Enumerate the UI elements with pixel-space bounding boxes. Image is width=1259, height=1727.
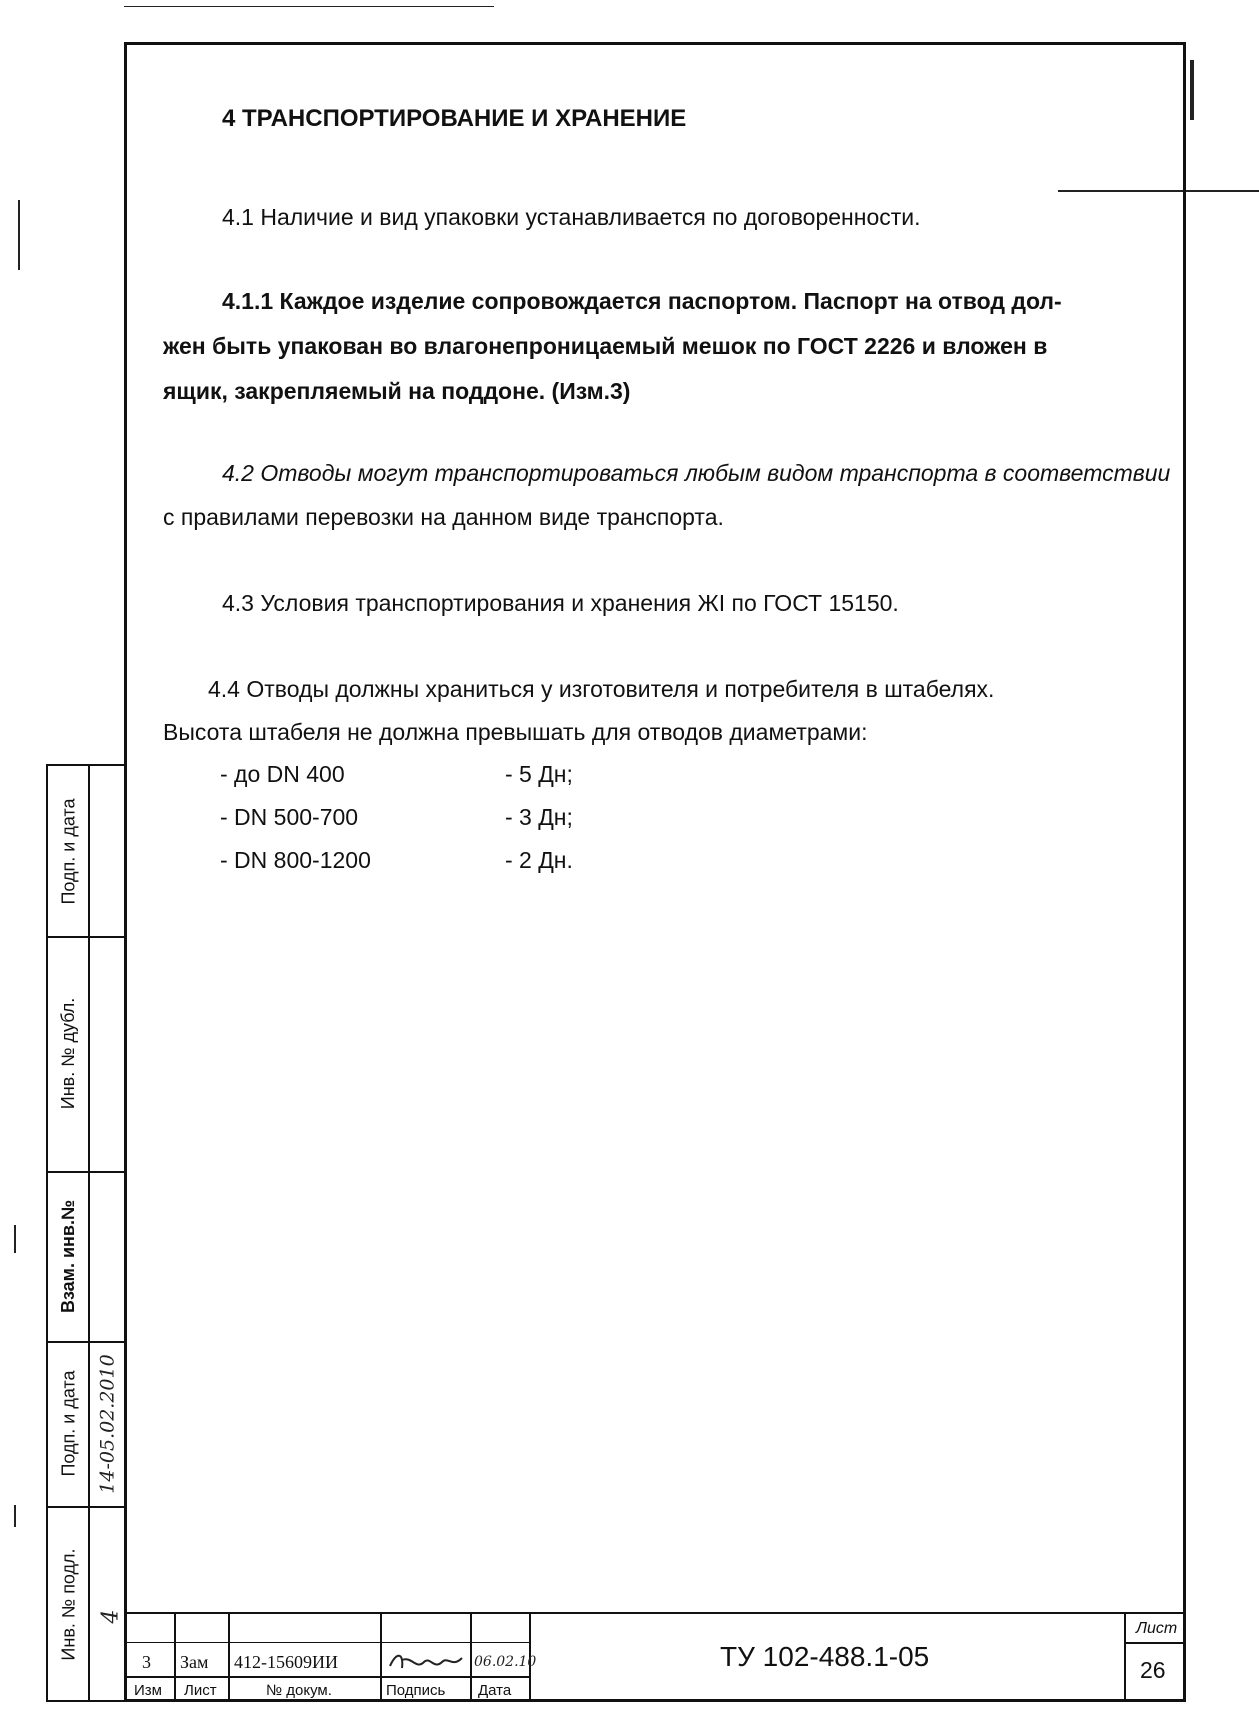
stack-limit-value: - 2 Дн. xyxy=(505,847,573,873)
paragraph-4-1: 4.1 Наличие и вид упаковки устанавливается по договоренности. xyxy=(222,204,921,230)
header-izm: Изм xyxy=(134,1682,162,1699)
scan-artifact-line xyxy=(14,1225,16,1253)
sidebar-label-sign-date-1: Подп. и дата xyxy=(58,797,79,905)
paragraph-4-2-line-2: с правилами перевозки на данном виде транспорта. xyxy=(163,504,724,530)
left-sidebar-table xyxy=(46,764,124,1702)
stack-limit-range: - DN 500-700 xyxy=(220,804,359,830)
sheet-label: Лист xyxy=(1136,1620,1178,1637)
stack-limit-range: - DN 800-1200 xyxy=(220,847,371,873)
stack-limit-value: - 3 Дн; xyxy=(505,804,573,830)
scan-artifact-line xyxy=(18,200,20,270)
sidebar-label-replace-inv: Взам. инв.№ xyxy=(58,1199,79,1313)
paragraph-4-4-line-2: Высота штабеля не должна превышать для отводов диаметрами: xyxy=(163,719,868,745)
handwritten-sign-date: 14-05.02.2010 xyxy=(97,1353,120,1494)
scan-artifact-line xyxy=(14,1505,16,1527)
header-doc: № докум. xyxy=(266,1682,332,1699)
revision-signature xyxy=(386,1648,466,1676)
paragraph-4-3: 4.3 Условия транспортирования и хранения ЖI по ГОСТ 15150. xyxy=(222,590,899,616)
handwritten-inv-number: 4 xyxy=(98,1609,124,1623)
paragraph-4-2-line-1: 4.2 Отводы могут транспортироваться любым видом транспорта в соответствии xyxy=(222,460,1171,486)
paragraph-4-4-line-1: 4.4 Отводы должны храниться у изготовителя и потребителя в штабелях. xyxy=(208,676,995,702)
revision-number: 3 xyxy=(142,1652,151,1672)
scan-artifact-line xyxy=(1190,60,1194,120)
revision-sheet: Зам xyxy=(180,1652,209,1672)
header-signature: Подпись xyxy=(386,1682,446,1699)
revision-document: 412-15609ИИ xyxy=(234,1652,338,1672)
header-date: Дата xyxy=(478,1682,512,1699)
sidebar-label-original-inv: Инв. № подл. xyxy=(58,1547,79,1661)
scan-artifact-line xyxy=(124,6,494,7)
stack-limit-value: - 5 Дн; xyxy=(505,761,573,787)
sheet-number: 26 xyxy=(1140,1657,1166,1683)
stack-limit-range: - до DN 400 xyxy=(220,761,345,787)
document-designation: ТУ 102-488.1-05 xyxy=(720,1641,930,1672)
revision-date: 06.02.10 xyxy=(474,1654,537,1670)
sidebar-label-duplicate-inv: Инв. № дубл. xyxy=(58,997,79,1110)
header-list: Лист xyxy=(184,1682,217,1699)
section-title: 4 ТРАНСПОРТИРОВАНИЕ И ХРАНЕНИЕ xyxy=(222,105,687,132)
paragraph-4-1-1-line-2: жен быть упакован во влагонепроницаемый мешок по ГОСТ 2226 и вложен в xyxy=(163,333,1048,359)
sidebar-label-sign-date-2: Подп. и дата xyxy=(58,1370,79,1477)
paragraph-4-1-1-line-3: ящик, закрепляемый на поддоне. (Изм.3) xyxy=(163,378,631,404)
title-block xyxy=(124,1612,1186,1702)
paragraph-4-1-1-line-1: 4.1.1 Каждое изделие сопровождается паспортом. Паспорт на отвод дол- xyxy=(222,288,1062,314)
